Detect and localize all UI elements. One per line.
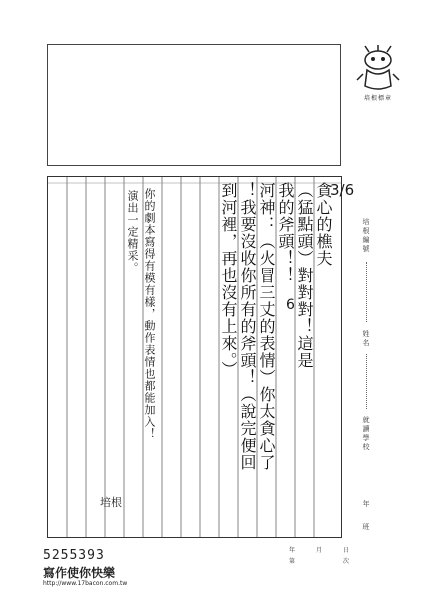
brand-url: http://www.17bacon.com.tw [43,580,128,587]
date-suffix: 次 [343,558,350,565]
essay-title: 貪心的樵夫 [314,182,333,267]
essay-line: （猛點頭）對對對！這是 [295,182,314,369]
field-line [366,354,367,409]
logo-caption: 培根標章 [363,95,392,102]
teacher-comment-box [47,44,341,166]
essay-line: 我的斧頭！！ [276,182,295,284]
date-year: 年 [289,547,296,554]
sheet-number: 5255393 [43,548,105,563]
teacher-signature: 培根 [100,496,122,509]
field-label-name: 姓名 [362,330,370,348]
score-mark: 3/6 [330,181,355,199]
teacher-comment-line: 演出一定精采。 [126,190,139,274]
field-label-school: 就讀學校 [362,416,370,452]
date-day: 日 [343,547,350,554]
field-label-grade: 年 [362,500,370,509]
date-month: 月 [316,547,323,554]
essay-line: ！我要沒收你所有的斧頭！（說完便回 [238,182,257,471]
field-line [366,262,367,322]
bacon-logo [355,44,401,94]
field-label-class-no: 培根編號 [362,218,370,254]
brand-slogan: 寫作使你快樂 [43,566,116,580]
teacher-comment-line: 你的劇本寫得有模有樣，動作表情也都能加入！ [143,188,156,440]
essay-line: 河神：（火冒三丈的表情）你太貪心了 [257,182,276,471]
essay-line: 到河裡，再也沒有上來。） [219,182,238,378]
score-mark: 6 [286,297,295,313]
field-label-class: 班 [362,523,370,532]
date-prefix: 第 [289,558,296,565]
